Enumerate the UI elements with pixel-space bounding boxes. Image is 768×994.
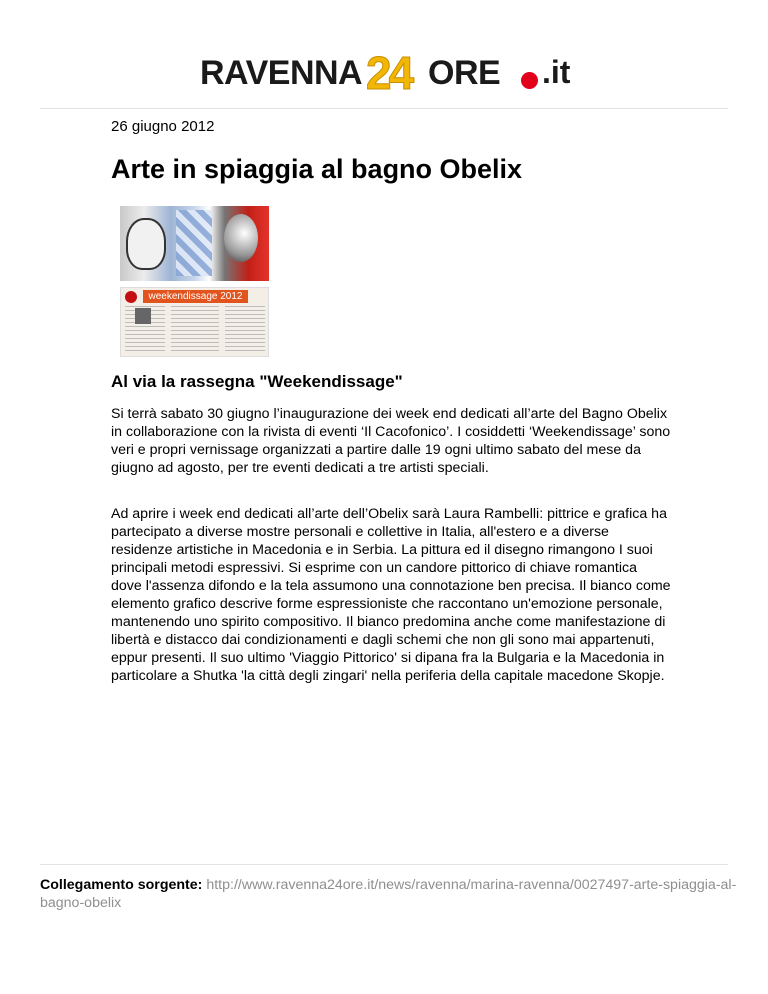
source-link-block xyxy=(40,876,740,912)
logo-red-dot-icon xyxy=(521,72,538,89)
header-divider xyxy=(40,108,728,109)
article-title: Arte in spiaggia al bagno Obelix xyxy=(111,154,523,184)
article-paragraph: Ad aprire i week end dedicati all’arte dell’Obelix sarà Laura Rambelli: pittrice e grafica ha partecipato a diverse mostre personali e collettive in Italia, all'estero e a diverse residenze artistiche in Macedonia e in Serbia. La pittura ed il disegno rimangono I suoi principali metodi espressivi. Si esprime con un candore pittorico di chiave romantica dove l'assenza difondo e la tela assumono una connotazione ben precisa. Il bianco come elemento grafico descrive forme espressioniste che raccontano un'emozione personale, mantenendo uno spirito compositivo. Il bianco predomina anche come manifestazione di libertà e distacco dai condizionamenti e dagli schemi che non gli sono mai appartenuti, eppur presenti. Il suo ultimo 'Viaggio Pittorico' si dipana fra la Bulgaria e la Macedonia in particolare a Shutka 'la città degli zingari' nella periferia della capitale macedone Skopje. xyxy=(111,506,671,684)
article-image-flyer xyxy=(120,287,269,357)
article-paragraph: Si terrà sabato 30 giugno l’inaugurazione dei week end dedicati all’arte del Bagno Obelix in collaborazione con la rivista di eventi ‘Il Cacofonico’. I cosiddetti ‘Weekendissage’ sono veri e propri vernissage organizzati a partire dalle 19 ogni ultimo sabato del mese da giugno ad agosto, per tre eventi dedicati a tre artisti speciali. xyxy=(111,406,671,476)
flyer-logo-icon xyxy=(125,291,137,303)
site-logo[interactable] xyxy=(200,48,580,98)
flyer-text-column xyxy=(225,306,265,354)
artwork-blue-pattern-icon xyxy=(176,210,212,276)
source-label: Collegamento sorgente: xyxy=(40,877,203,893)
artwork-face-icon xyxy=(126,218,166,270)
logo-tld: .it xyxy=(542,54,571,90)
flyer-text-column xyxy=(171,306,219,354)
footer-divider xyxy=(40,864,728,865)
logo-word-ravenna: RAVENNA xyxy=(200,54,363,92)
artwork-portrait-icon xyxy=(224,214,258,262)
flyer-banner: weekendissage 2012 xyxy=(143,290,248,303)
logo-word-ore: ORE xyxy=(428,54,501,92)
article-image-artworks xyxy=(120,206,269,281)
article-subtitle: Al via la rassegna "Weekendissage" xyxy=(111,372,403,391)
flyer-portrait-icon xyxy=(135,308,151,324)
source-url-link[interactable]: http://www.ravenna24ore.it/news/ravenna/marina-ravenna/0027497-arte-spiaggia-al-bagno-obelix xyxy=(40,877,737,911)
article-date: 26 giugno 2012 xyxy=(111,118,215,135)
logo-number-24: 24 xyxy=(366,47,412,99)
